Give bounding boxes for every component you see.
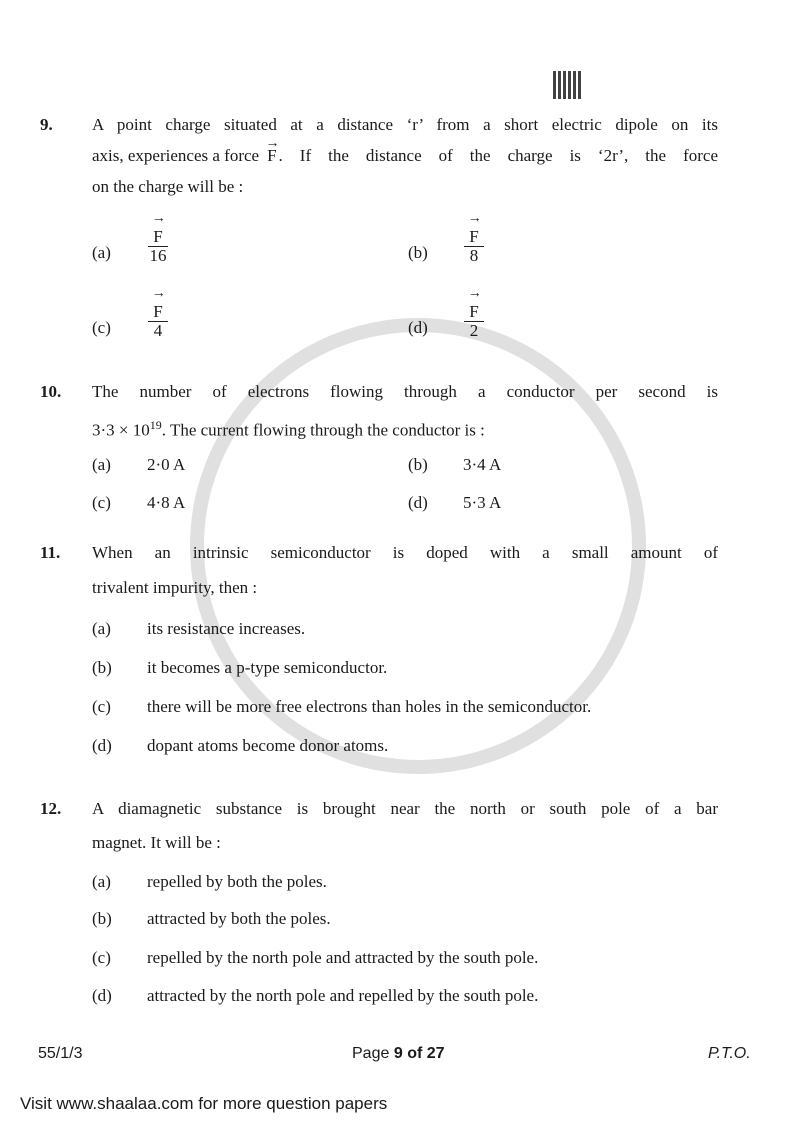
option-fraction bbox=[464, 222, 484, 265]
option-label: (d) bbox=[92, 986, 112, 1005]
question-text: trivalent impurity, then : bbox=[92, 578, 258, 597]
page-of: of bbox=[407, 1045, 423, 1062]
page-current: 9 bbox=[393, 1045, 403, 1062]
option-label: (d) bbox=[408, 318, 428, 337]
option-label: (c) bbox=[92, 697, 111, 716]
option-fraction bbox=[148, 297, 168, 340]
vector-f: → F bbox=[267, 146, 276, 166]
option-label: (b) bbox=[408, 455, 428, 474]
option-label: (c) bbox=[92, 493, 111, 512]
question-number: 9. bbox=[40, 115, 53, 134]
numerator: → F bbox=[153, 297, 162, 321]
denominator: 8 bbox=[469, 246, 479, 265]
question-text: on the charge will be : bbox=[92, 177, 244, 196]
paper-code: 55/1/3 bbox=[38, 1045, 83, 1062]
option-text: 4·8 A bbox=[147, 493, 186, 512]
page-prefix: Page bbox=[352, 1045, 390, 1062]
option-text: 5·3 A bbox=[463, 493, 502, 512]
option-text: it becomes a p-type semiconductor. bbox=[147, 658, 388, 677]
question-text: magnet. It will be : bbox=[92, 833, 221, 852]
question-number: 10. bbox=[40, 382, 62, 401]
text-fragment: 3·3 × 10 bbox=[92, 420, 150, 440]
option-text: repelled by the north pole and attracted by the south pole. bbox=[147, 948, 539, 967]
numerator: → F bbox=[153, 222, 162, 246]
question-text bbox=[92, 415, 718, 441]
question-text: When an intrinsic semiconductor is doped with a small amount of bbox=[92, 543, 718, 562]
option-label: (d) bbox=[408, 493, 428, 512]
option-label: (a) bbox=[92, 872, 111, 891]
denominator: 16 bbox=[149, 246, 167, 265]
question-text: A point charge situated at a distance ‘r’ from a short electric dipole on its bbox=[92, 115, 718, 134]
page-number bbox=[352, 1045, 445, 1063]
option-label: (a) bbox=[92, 619, 111, 638]
option-text: 2·0 A bbox=[147, 455, 186, 474]
numerator: → F bbox=[469, 222, 478, 246]
option-label: (c) bbox=[92, 948, 111, 967]
option-label: (a) bbox=[92, 455, 111, 474]
question-text: A diamagnetic substance is brought near the north or south pole of a bar bbox=[92, 799, 718, 818]
option-fraction bbox=[148, 222, 168, 265]
numerator: → F bbox=[469, 297, 478, 321]
option-label: (b) bbox=[92, 658, 112, 677]
question-number: 12. bbox=[40, 799, 62, 818]
text-fragment: . The current flowing through the conductor is : bbox=[161, 420, 485, 440]
option-label: (d) bbox=[92, 736, 112, 755]
option-label: (b) bbox=[408, 243, 428, 262]
option-text: repelled by both the poles. bbox=[147, 872, 327, 891]
question-number: 11. bbox=[40, 543, 61, 562]
option-fraction bbox=[464, 297, 484, 340]
text-fragment: axis, experiences a force bbox=[92, 146, 260, 165]
option-label: (a) bbox=[92, 243, 111, 262]
option-label: (c) bbox=[92, 318, 111, 337]
visit-link[interactable]: Visit www.shaalaa.com for more question papers bbox=[20, 1094, 388, 1113]
qr-code bbox=[553, 71, 581, 99]
option-text: dopant atoms become donor atoms. bbox=[147, 736, 389, 755]
page-total: 27 bbox=[426, 1045, 445, 1062]
option-text: 3·4 A bbox=[463, 455, 502, 474]
option-text: attracted by the north pole and repelled by the south pole. bbox=[147, 986, 539, 1005]
text-fragment: . If the distance of the charge is ‘2r’, the force bbox=[278, 146, 718, 165]
option-label: (b) bbox=[92, 909, 112, 928]
denominator: 2 bbox=[469, 321, 479, 340]
question-text bbox=[92, 146, 718, 166]
option-text: its resistance increases. bbox=[147, 619, 306, 638]
denominator: 4 bbox=[153, 321, 163, 340]
option-text: attracted by both the poles. bbox=[147, 909, 331, 928]
question-text: The number of electrons flowing through a conductor per second is bbox=[92, 382, 718, 401]
option-text: there will be more free electrons than holes in the semiconductor. bbox=[147, 697, 592, 716]
pto-label: P.T.O. bbox=[708, 1045, 751, 1062]
exponent: 19 bbox=[149, 418, 162, 432]
